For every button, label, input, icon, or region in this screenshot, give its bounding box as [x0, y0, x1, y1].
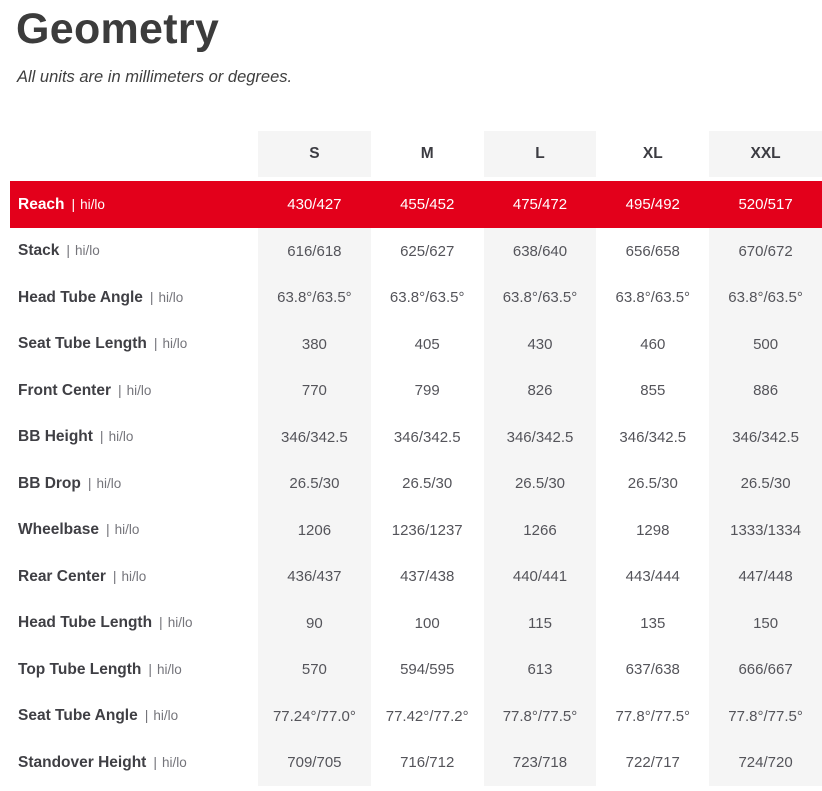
size-header-cell: XL: [642, 145, 663, 163]
row-label: [10, 382, 258, 400]
row-cells: [258, 693, 822, 740]
geometry-row[interactable]: [10, 600, 822, 647]
geometry-value-cell: 77.42°/77.2°: [385, 707, 469, 725]
geometry-value-cell: 430: [484, 321, 597, 368]
label-separator: |: [112, 567, 117, 584]
geometry-value-cell: 799: [414, 382, 440, 400]
label-separator: |: [144, 707, 149, 724]
hi-lo-suffix: hi/lo: [114, 522, 140, 538]
geometry-row[interactable]: [10, 274, 822, 321]
geometry-value-cell: 115: [484, 600, 597, 647]
geometry-value-cell: 437/438: [400, 568, 455, 586]
geometry-table: [10, 131, 822, 786]
units-note: All units are in millimeters or degrees.: [17, 68, 293, 87]
geometry-value-cell: 1333/1334: [709, 507, 822, 554]
size-header-cell: L: [484, 131, 597, 177]
row-label-name: Front Center: [18, 381, 111, 399]
size-header-cells: [258, 131, 822, 177]
geometry-value-cell: 570: [258, 646, 371, 693]
geometry-row[interactable]: [10, 181, 822, 228]
geometry-value-cell: 100: [414, 614, 440, 632]
row-label-name: Top Tube Length: [18, 660, 142, 678]
row-label: [10, 475, 258, 493]
label-separator: |: [118, 381, 122, 398]
row-cells: [258, 646, 822, 693]
hi-lo-suffix: hi/lo: [157, 661, 182, 677]
row-label-name: Head Tube Length: [18, 614, 153, 632]
label-separator: |: [99, 428, 104, 445]
label-separator: |: [153, 335, 158, 352]
geometry-value-cell: 436/437: [258, 553, 371, 600]
size-header-cell: M: [420, 145, 434, 163]
geometry-value-cell: 520/517: [738, 196, 793, 214]
row-label: [10, 289, 258, 307]
geometry-row[interactable]: [10, 646, 822, 693]
row-cells: [258, 367, 822, 414]
hi-lo-suffix: hi/lo: [158, 289, 184, 305]
geometry-value-cell: 475/472: [512, 196, 568, 214]
geometry-value-cell: 26.5/30: [709, 460, 822, 507]
row-label-name: Stack: [18, 242, 60, 260]
row-cells: [258, 553, 822, 600]
geometry-value-cell: 90: [258, 600, 371, 647]
geometry-value-cell: 77.8°/77.5°: [615, 707, 691, 725]
geometry-value-cell: 63.8°/63.5°: [484, 274, 597, 321]
row-label-name: Reach: [18, 195, 65, 213]
geometry-value-cell: 1298: [636, 521, 670, 539]
hi-lo-suffix: hi/lo: [153, 708, 179, 724]
row-cells: [258, 507, 822, 554]
geometry-value-cell: 77.24°/77.0°: [258, 693, 371, 740]
geometry-value-cell: 1206: [258, 507, 371, 554]
geometry-value-cell: 613: [484, 646, 597, 693]
geometry-value-cell: 135: [640, 614, 666, 632]
geometry-value-cell: 724/720: [709, 739, 822, 786]
geometry-value-cell: 77.8°/77.5°: [484, 693, 597, 740]
geometry-value-cell: 26.5/30: [402, 475, 453, 493]
geometry-value-cell: 26.5/30: [627, 475, 678, 493]
geometry-value-cell: 447/448: [709, 553, 822, 600]
label-separator: |: [87, 474, 92, 491]
row-label-name: Rear Center: [18, 567, 106, 585]
geometry-value-cell: 594/595: [400, 661, 455, 679]
hi-lo-suffix: hi/lo: [161, 754, 187, 770]
geometry-value-cell: 656/658: [625, 242, 680, 260]
row-label-name: BB Drop: [18, 474, 81, 492]
geometry-value-cell: 405: [414, 335, 440, 353]
label-separator: |: [105, 521, 110, 538]
row-label: [10, 754, 258, 772]
geometry-value-cell: 77.8°/77.5°: [709, 693, 822, 740]
hi-lo-suffix: hi/lo: [75, 243, 100, 259]
size-header-cell: XXL: [709, 131, 822, 177]
hi-lo-suffix: hi/lo: [126, 382, 152, 398]
hi-lo-suffix: hi/lo: [96, 475, 122, 491]
hi-lo-suffix: hi/lo: [108, 429, 134, 445]
geometry-row[interactable]: [10, 414, 822, 461]
geometry-row[interactable]: [10, 228, 822, 275]
row-label: [10, 242, 258, 260]
geometry-row[interactable]: [10, 739, 822, 786]
geometry-row[interactable]: [10, 367, 822, 414]
geometry-value-cell: 346/342.5: [393, 428, 461, 446]
row-label: [10, 196, 258, 214]
geometry-value-cell: 723/718: [484, 739, 597, 786]
geometry-value-cell: 430/427: [287, 196, 342, 214]
geometry-value-cell: 495/492: [625, 196, 680, 214]
geometry-value-cell: 26.5/30: [484, 460, 597, 507]
hi-lo-suffix: hi/lo: [121, 568, 147, 584]
geometry-value-cell: 460: [640, 335, 666, 353]
row-label-name: Seat Tube Angle: [18, 707, 138, 725]
size-header-cell: S: [258, 131, 371, 177]
row-label: [10, 614, 258, 632]
geometry-value-cell: 150: [709, 600, 822, 647]
row-label: [10, 568, 258, 586]
label-separator: |: [148, 660, 153, 677]
geometry-value-cell: 625/627: [400, 242, 455, 260]
geometry-value-cell: 722/717: [625, 754, 680, 772]
geometry-table-body: [10, 181, 822, 786]
geometry-row[interactable]: [10, 321, 822, 368]
geometry-value-cell: 770: [258, 367, 371, 414]
geometry-value-cell: 709/705: [258, 739, 371, 786]
geometry-value-cell: 443/444: [625, 568, 680, 586]
geometry-value-cell: 63.8°/63.5°: [258, 274, 371, 321]
geometry-value-cell: 440/441: [484, 553, 597, 600]
geometry-value-cell: 670/672: [709, 228, 822, 275]
row-label: [10, 521, 258, 539]
geometry-value-cell: 666/667: [709, 646, 822, 693]
geometry-value-cell: 346/342.5: [258, 414, 371, 461]
geometry-value-cell: 1266: [484, 507, 597, 554]
geometry-value-cell: 616/618: [258, 228, 371, 275]
row-label: [10, 707, 258, 725]
geometry-value-cell: 826: [484, 367, 597, 414]
geometry-value-cell: 500: [709, 321, 822, 368]
size-header-row: [10, 131, 822, 177]
geometry-row[interactable]: [10, 693, 822, 740]
geometry-value-cell: 855: [640, 382, 666, 400]
geometry-value-cell: 455/452: [400, 196, 455, 214]
geometry-value-cell: 380: [258, 321, 371, 368]
label-separator: |: [153, 753, 157, 770]
row-label: [10, 428, 258, 446]
row-label-name: BB Height: [18, 428, 93, 446]
label-separator: |: [159, 614, 163, 631]
geometry-value-cell: 1236/1237: [391, 521, 463, 539]
row-cells: [258, 181, 822, 228]
geometry-value-cell: 716/712: [400, 754, 455, 772]
geometry-row[interactable]: [10, 460, 822, 507]
geometry-value-cell: 346/342.5: [709, 414, 822, 461]
label-separator: |: [66, 242, 71, 259]
row-label-name: Wheelbase: [18, 521, 99, 539]
geometry-value-cell: 63.8°/63.5°: [389, 289, 465, 307]
geometry-row[interactable]: [10, 553, 822, 600]
page-title: Geometry: [16, 5, 220, 53]
geometry-row[interactable]: [10, 507, 822, 554]
row-cells: [258, 228, 822, 275]
row-label-name: Head Tube Angle: [18, 288, 143, 306]
row-label-name: Seat Tube Length: [18, 335, 147, 353]
geometry-value-cell: 638/640: [484, 228, 597, 275]
hi-lo-suffix: hi/lo: [162, 336, 188, 352]
label-separator: |: [71, 195, 76, 212]
geometry-value-cell: 346/342.5: [484, 414, 597, 461]
geometry-value-cell: 26.5/30: [258, 460, 371, 507]
geometry-value-cell: 886: [709, 367, 822, 414]
geometry-value-cell: 63.8°/63.5°: [709, 274, 822, 321]
hi-lo-suffix: hi/lo: [167, 615, 193, 631]
row-cells: [258, 274, 822, 321]
geometry-page: [0, 6, 822, 786]
geometry-value-cell: 637/638: [625, 661, 680, 679]
row-label: [10, 661, 258, 679]
row-label: [10, 335, 258, 353]
geometry-value-cell: 346/342.5: [619, 428, 687, 446]
row-cells: [258, 321, 822, 368]
geometry-value-cell: 63.8°/63.5°: [615, 289, 691, 307]
hi-lo-suffix: hi/lo: [80, 196, 105, 212]
row-cells: [258, 460, 822, 507]
row-cells: [258, 414, 822, 461]
label-separator: |: [149, 288, 154, 305]
row-label-name: Standover Height: [18, 753, 147, 771]
row-cells: [258, 739, 822, 786]
row-cells: [258, 600, 822, 647]
